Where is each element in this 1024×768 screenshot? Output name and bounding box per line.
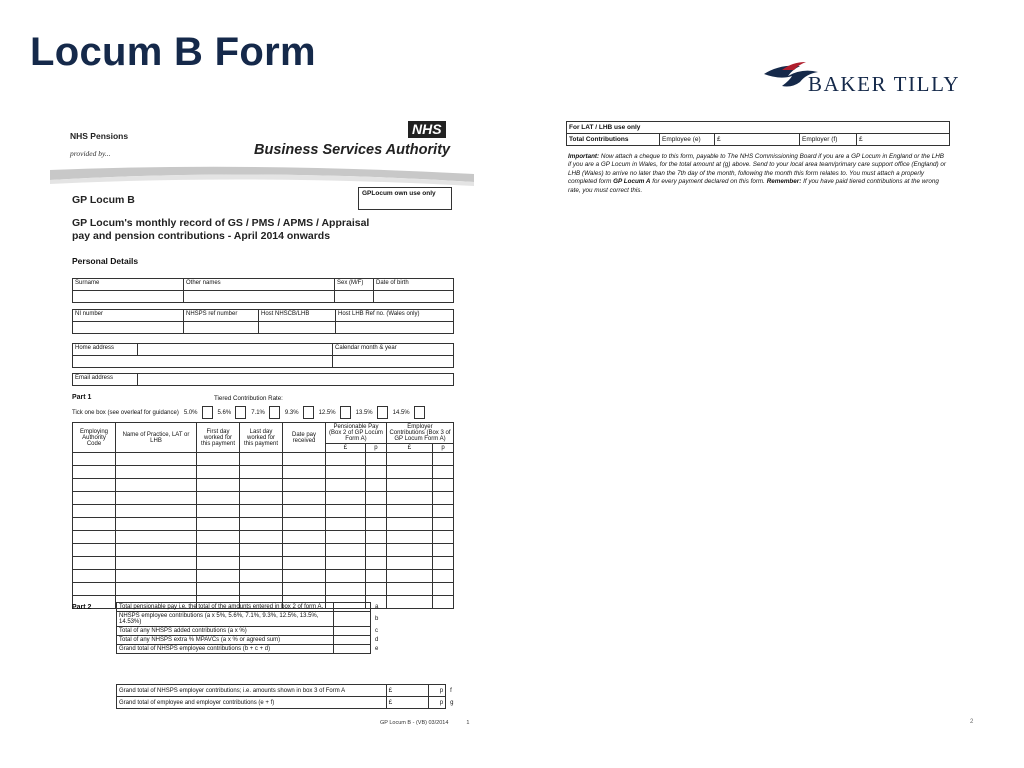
email-field[interactable] [138,374,454,386]
dob-field[interactable] [374,291,454,303]
rate-label: 5.6% [217,409,232,416]
table-cell[interactable] [73,518,116,531]
form-footer [380,720,469,726]
rate-checkbox[interactable] [269,406,280,419]
table-cell[interactable] [386,544,432,557]
col-header-code: Employing Authority Code [73,423,116,453]
table-cell[interactable] [197,570,240,583]
important-text: Now attach a cheque to this form, payable to The NHS Commissioning Board if you are a GP Locum in England or the LHB if you are a GP Locum in Wales, for the total amount at (g) above. Send to your local area team/primary care support office (England) or LHB (Wales) to arrive no later than the 7th day of the month, following the month this form relates to. You must attach a properly completed form [568,153,947,186]
part2-row-label: Total pensionable pay i.e. the total of the amounts entered in box 2 of form A. [117,603,334,612]
nhsps-ref-label: NHSPS ref number [184,310,259,322]
sex-field[interactable] [335,291,374,303]
ni-number-field[interactable] [73,322,184,334]
grand-row-letter: f [450,687,452,694]
lat-lhb-table [566,121,950,146]
table-cell[interactable] [326,531,366,544]
part2-row-label: NHSPS employee contributions (a x 5%, 5.6%, 7.1%, 9.3%, 12.5%, 13.5%, 14.53%) [117,612,334,627]
other-names-label: Other names [184,279,335,291]
slide-title: Locum B Form [30,30,316,74]
table-cell[interactable] [386,492,432,505]
table-cell[interactable] [386,583,432,596]
dob-label: Date of birth [374,279,454,291]
part2-row-label: Total of any NHSPS added contributions (a x %) [117,627,334,636]
total-contributions-label: Total Contributions [567,134,660,146]
part2-value[interactable] [334,645,371,654]
remember-label: Remember: [766,178,802,186]
locum-b-form-page [50,118,474,738]
table-cell[interactable] [73,531,116,544]
grand-pence[interactable]: p [429,697,446,709]
table-cell[interactable] [283,479,326,492]
doc-title: GP Locum B [72,194,135,206]
table-cell[interactable] [365,453,386,466]
email-table [72,373,454,386]
table-cell[interactable] [73,570,116,583]
rate-checkbox[interactable] [414,406,425,419]
table-row [73,570,454,583]
table-cell[interactable] [326,570,366,583]
lat-lhb-header: For LAT / LHB use only [567,122,950,134]
table-cell[interactable] [433,544,454,557]
table-cell[interactable] [116,453,197,466]
table-cell[interactable] [433,570,454,583]
sex-label: Sex (M/F) [335,279,374,291]
rate-label: 5.0% [183,409,198,416]
table-cell[interactable] [433,453,454,466]
remember-text: If you have paid tiered contributions at the wrong rate, you must correct this. [568,178,939,194]
table-cell[interactable] [326,518,366,531]
table-cell[interactable] [283,583,326,596]
payments-table [72,422,454,609]
table-cell[interactable] [433,492,454,505]
personal-table-1 [72,278,454,303]
table-cell[interactable] [365,531,386,544]
subtitle-line-2: pay and pension contributions - April 2014 onwards [72,230,331,242]
rate-label: 14.5% [392,409,410,416]
col-header-employer: Employer Contributions (Box 3 of GP Locum Form A) [386,423,453,444]
table-row [73,453,454,466]
table-cell[interactable] [240,505,283,518]
part1-label: Part 1 [72,394,92,401]
part2-row-letter: a [375,604,379,610]
employer-label: Employer (f) [800,134,857,146]
table-cell[interactable] [73,557,116,570]
home-address-field[interactable] [138,344,333,356]
table-cell[interactable] [240,466,283,479]
table-cell[interactable] [326,557,366,570]
table-cell[interactable] [240,557,283,570]
pence-header: p [433,444,454,453]
table-row [73,505,454,518]
table-cell[interactable] [197,466,240,479]
rate-checkbox[interactable] [377,406,388,419]
bsa-label: Business Services Authority [254,142,451,158]
footer-ref: GP Locum B - (VB) 03/2014 [380,720,449,726]
table-cell[interactable] [116,544,197,557]
for-every-text: for every payment declared on this form. [650,178,767,186]
table-cell[interactable] [283,557,326,570]
table-cell[interactable] [283,544,326,557]
table-cell[interactable] [386,557,432,570]
part2-value[interactable] [334,636,371,645]
table-row [73,492,454,505]
table-cell[interactable] [433,479,454,492]
col-header-last-day: Last day worked for this payment [240,423,283,453]
table-cell[interactable] [73,479,116,492]
table-cell[interactable] [326,583,366,596]
rate-label: 7.1% [251,409,265,416]
table-cell[interactable] [433,596,454,609]
grand-pence[interactable]: p [429,685,446,697]
rate-checkbox[interactable] [340,406,351,419]
table-cell[interactable] [197,531,240,544]
part2-value[interactable] [334,612,371,627]
nhsps-ref-field[interactable] [184,322,259,334]
table-row [73,583,454,596]
rate-checkbox[interactable] [235,406,246,419]
table-row [73,557,454,570]
table-cell[interactable] [116,531,197,544]
footer-page: 1 [466,720,470,726]
part2-row-label: Total of any NHSPS extra % MPAVCs (a x % or agreed sum) [117,636,334,645]
personal-table-3 [72,343,454,368]
email-label: Email address [73,374,138,386]
part2-value[interactable] [334,603,371,612]
table-cell[interactable] [73,466,116,479]
surname-label: Surname [73,279,184,291]
table-cell[interactable] [365,479,386,492]
provided-by-label: provided by... [70,149,111,158]
table-cell[interactable] [116,583,197,596]
table-cell[interactable] [433,505,454,518]
table-cell[interactable] [197,453,240,466]
form-a-ref: GP Locum A [613,178,651,186]
home-address-field-2[interactable] [73,356,333,368]
grand-total-all-table [116,696,462,709]
table-cell[interactable] [386,479,432,492]
table-cell[interactable] [283,505,326,518]
host-lhb-ref-field[interactable] [336,322,454,334]
table-cell[interactable] [326,466,366,479]
part2-row-letter: e [375,646,379,652]
table-cell[interactable] [240,518,283,531]
pence-header: p [365,444,386,453]
table-cell[interactable] [283,518,326,531]
calendar-month-label: Calendar month & year [333,344,454,356]
col-header-date-paid: Date pay received [283,423,326,453]
part2-row-label: Grand total of NHSPS employee contributions (b + c + d) [117,645,334,654]
table-cell[interactable] [197,583,240,596]
table-cell[interactable] [240,544,283,557]
table-cell[interactable] [240,570,283,583]
table-cell[interactable] [240,453,283,466]
employee-label: Employee (e) [660,134,715,146]
rate-label: 12.5% [318,409,336,416]
table-cell[interactable] [326,505,366,518]
home-address-label: Home address [73,344,138,356]
rate-label: 9.3% [284,409,299,416]
table-cell[interactable] [73,492,116,505]
table-cell[interactable] [197,479,240,492]
table-cell[interactable] [365,518,386,531]
nhs-pensions-label: NHS Pensions [70,131,129,141]
table-cell[interactable] [365,505,386,518]
part2-value[interactable] [334,627,371,636]
employer-amount[interactable]: £ [857,134,950,146]
table-cell[interactable] [116,557,197,570]
table-cell[interactable] [116,518,197,531]
nhs-logo: NHS [408,121,446,138]
table-row [73,466,454,479]
slide-page-number: 2 [970,719,974,725]
rate-checkbox[interactable] [202,406,213,419]
rate-tick-row [72,406,425,419]
grand-row-label: Grand total of employee and employer contributions (e + f) [117,697,387,709]
pound-header: £ [326,444,366,453]
table-row [73,531,454,544]
table-cell[interactable] [197,492,240,505]
col-header-pensionable: Pensionable Pay (Box 2 of GP Locum Form A) [326,423,387,444]
table-cell[interactable] [283,453,326,466]
table-row [73,544,454,557]
table-cell[interactable] [433,583,454,596]
grand-row-label: Grand total of NHSPS employer contributions; i.e. amounts shown in box 3 of Form A [117,685,387,697]
table-cell[interactable] [240,583,283,596]
table-cell[interactable] [283,570,326,583]
surname-field[interactable] [73,291,184,303]
host-nhscb-field[interactable] [259,322,336,334]
rate-checkbox[interactable] [303,406,314,419]
calendar-month-field[interactable] [333,356,454,368]
own-use-box: GPLocum own use only [358,187,452,210]
table-cell[interactable] [386,518,432,531]
table-cell[interactable] [365,466,386,479]
personal-table-2 [72,309,454,334]
table-cell[interactable] [386,466,432,479]
table-cell[interactable] [240,531,283,544]
col-header-practice: Name of Practice, LAT or LHB [116,423,197,453]
table-cell[interactable] [386,570,432,583]
part2-table [116,602,392,654]
tick-instruction: Tick one box (see overleaf for guidance) [72,409,179,416]
host-nhscb-label: Host NHSCB/LHB [259,310,336,322]
pound-header: £ [386,444,432,453]
table-cell[interactable] [386,505,432,518]
host-lhb-ref-label: Host LHB Ref no. (Wales only) [336,310,454,322]
table-cell[interactable] [197,544,240,557]
table-cell[interactable] [283,492,326,505]
table-cell[interactable] [73,583,116,596]
table-cell[interactable] [116,492,197,505]
table-cell[interactable] [365,570,386,583]
table-cell[interactable] [197,518,240,531]
part2-row-letter: b [375,616,379,622]
col-header-first-day: First day worked for this payment [197,423,240,453]
tiered-rate-label: Tiered Contribution Rate: [214,395,283,402]
table-cell[interactable] [116,570,197,583]
table-cell[interactable] [433,531,454,544]
table-cell[interactable] [386,531,432,544]
table-cell[interactable] [326,492,366,505]
table-cell[interactable] [365,492,386,505]
table-cell[interactable] [116,505,197,518]
other-names-field[interactable] [184,291,335,303]
employee-amount[interactable]: £ [715,134,800,146]
table-row [73,479,454,492]
table-cell[interactable] [116,466,197,479]
grand-row-letter: g [450,699,454,706]
table-cell[interactable] [386,453,432,466]
subtitle-line-1: GP Locum's monthly record of GS / PMS / APMS / Appraisal [72,217,370,229]
table-cell[interactable] [433,557,454,570]
table-cell[interactable] [197,557,240,570]
table-cell[interactable] [116,479,197,492]
table-row [73,518,454,531]
table-cell[interactable] [365,557,386,570]
rate-label: 13.5% [355,409,373,416]
important-note [568,153,948,195]
grand-pound[interactable]: £ [386,685,429,697]
company-logo-text: BAKER TILLY [808,72,961,96]
table-cell[interactable] [73,544,116,557]
table-cell[interactable] [73,505,116,518]
doc-subtitle [72,217,432,243]
table-cell[interactable] [283,466,326,479]
table-cell[interactable] [326,479,366,492]
table-cell[interactable] [73,453,116,466]
table-cell[interactable] [283,531,326,544]
table-cell[interactable] [240,492,283,505]
table-cell[interactable] [365,583,386,596]
ni-number-label: NI number [73,310,184,322]
table-cell[interactable] [326,453,366,466]
table-cell[interactable] [197,505,240,518]
table-cell[interactable] [433,466,454,479]
table-cell[interactable] [240,479,283,492]
table-cell[interactable] [433,518,454,531]
table-cell[interactable] [386,596,432,609]
part2-label: Part 2 [72,604,92,611]
personal-details-heading: Personal Details [72,256,139,266]
table-cell[interactable] [365,544,386,557]
part2-row-letter: c [375,628,378,634]
grand-pound[interactable]: £ [386,697,429,709]
part2-row-letter: d [375,637,379,643]
table-cell[interactable] [326,544,366,557]
important-label: Important: [568,153,600,160]
